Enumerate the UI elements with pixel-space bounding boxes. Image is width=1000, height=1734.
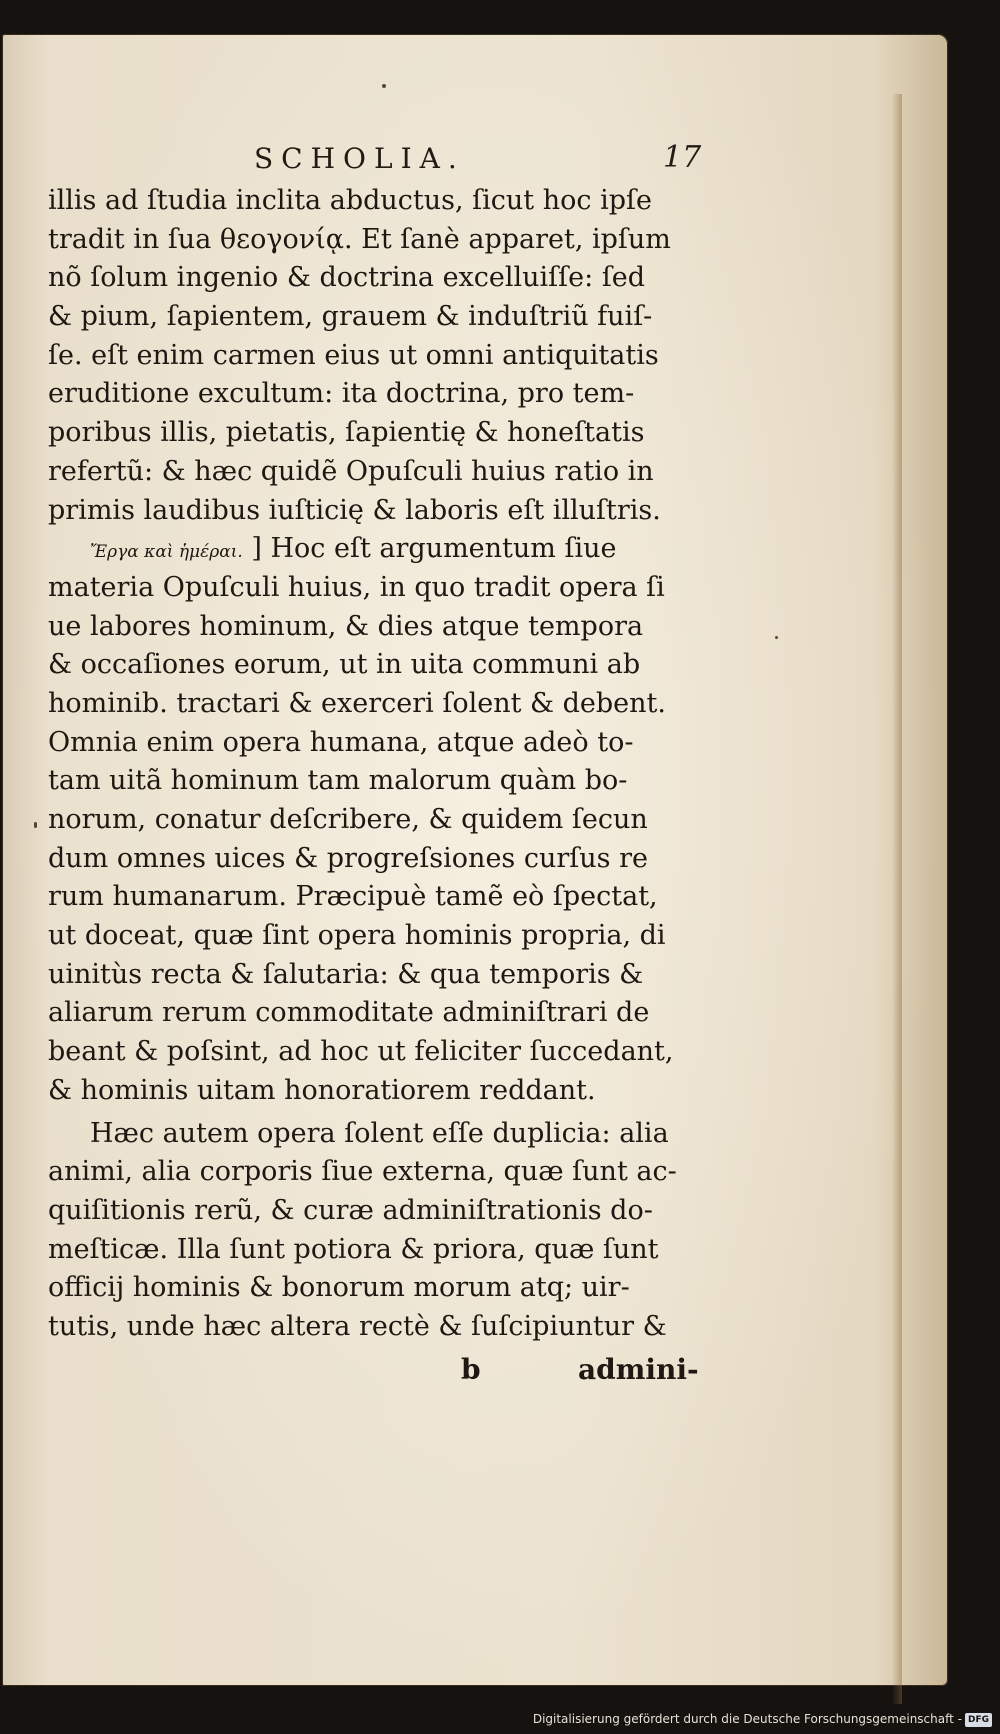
text-line: quiſitionis rerũ, & curæ adminiſtrationis do- — [48, 1194, 653, 1226]
text-line: poribus illis, pietatis, ſapientię & honeſtatis — [48, 417, 645, 449]
dfg-logo: DFG — [965, 1713, 992, 1727]
text-line: ut doceat, quæ ſint opera hominis propria, di — [48, 920, 666, 952]
text-line: tradit in ſua θεογονίᾳ. Et ſanè apparet, ipſum — [48, 223, 671, 255]
text-line: aliarum rerum commoditate adminiſtrari de — [48, 997, 650, 1029]
text-line: rum humanarum. Præcipuè tamẽ eò ſpectat, — [48, 881, 658, 913]
ink-speck — [382, 84, 386, 88]
credit-text: Digitalisierung gefördert durch die Deutsche Forschungsgemeinschaft - — [532, 1712, 962, 1726]
page-number: 17 — [663, 140, 702, 175]
body-text — [48, 182, 708, 1347]
text-line: & pium, ſapientem, grauem & induſtriũ fuiſ- — [48, 301, 653, 333]
text-line: Omnia enim opera humana, atque adeò to- — [48, 726, 634, 758]
signature-mark: b — [461, 1353, 481, 1386]
text-line: materia Opuſculi huius, in quo tradit opera ſi — [48, 571, 665, 603]
page-edge-shadow — [892, 94, 902, 1704]
text-line: animi, alia corporis ſiue externa, quæ ſunt ac- — [48, 1156, 677, 1188]
text-line: primis laudibus iuſticię & laboris eſt illuſtris. — [48, 494, 661, 526]
text-line: meſticæ. Illa ſunt potiora & priora, quæ ſunt — [48, 1233, 659, 1265]
text-line: refertũ: & hæc quidẽ Opuſculi huius ratio in — [48, 455, 654, 487]
text-line: Hæc autem opera ſolent eſſe duplicia: alia — [90, 1117, 669, 1149]
text-line: ue labores hominum, & dies atque tempora — [48, 610, 644, 642]
text-line: norum, conatur deſcribere, & quidem ſecun — [48, 804, 648, 835]
text-line: dum omnes uices & progreſsiones curſus re — [48, 842, 648, 874]
text-line: nõ ſolum ingenio & doctrina excelluiſſe: ſed — [48, 262, 646, 294]
page-footer — [48, 1353, 708, 1393]
text-line: illis ad ſtudia inclita abductus, ſicut hoc ipſe — [48, 185, 652, 216]
text-line: officij hominis & bonorum morum atq; uir- — [48, 1272, 630, 1304]
text-line: ſe. eſt enim carmen eius ut omni antiquitatis — [48, 339, 659, 371]
funding-credit — [533, 1712, 992, 1727]
running-head-title: SCHOLIA. — [254, 142, 465, 175]
greek-lemma: Ἔργα καὶ ἡμέραι. — [90, 542, 243, 563]
ink-speck — [34, 822, 37, 828]
running-head — [0, 142, 1000, 182]
text-line: tutis, unde hæc altera rectè & ſuſcipiuntur & — [48, 1310, 667, 1342]
text-line: & occaſiones eorum, ut in uita communi ab — [48, 649, 641, 681]
text-line: eruditione excultum: ita doctrina, pro tem- — [48, 378, 635, 410]
lemma-line — [48, 530, 708, 569]
lemma-text: ] Hoc eſt argumentum ſiue — [251, 533, 617, 565]
text-line: & hominis uitam honoratiorem reddant. — [48, 1074, 596, 1106]
text-line: uinitùs recta & ſalutaria: & qua temporis & — [48, 958, 644, 990]
text-line: beant & poſsint, ad hoc ut feliciter ſuccedant, — [48, 1036, 674, 1068]
catchword: admini- — [578, 1353, 699, 1386]
text-line: tam uitã hominum tam malorum quàm bo- — [48, 765, 628, 797]
ink-speck — [775, 636, 778, 639]
text-line: hominib. tractari & exerceri ſolent & debent. — [48, 687, 666, 719]
